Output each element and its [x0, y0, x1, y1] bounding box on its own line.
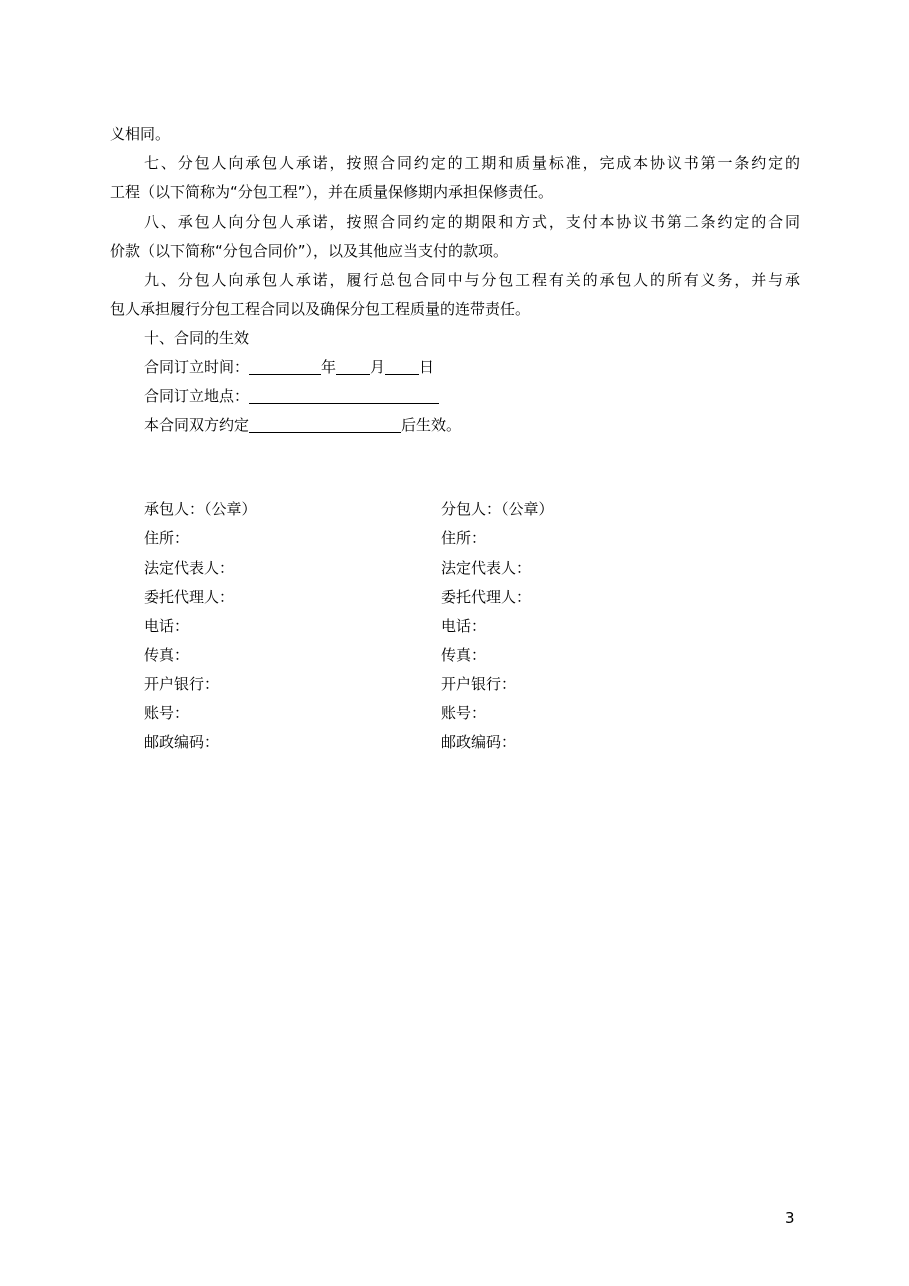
- contractor-legal-rep: 法定代表人：: [144, 559, 235, 577]
- sign-place-label: 合同订立地点：: [144, 387, 250, 405]
- paragraph-10-heading: 十、合同的生效: [144, 329, 250, 347]
- sign-time-label: 合同订立时间：: [144, 358, 250, 376]
- effective-suffix: 后生效。: [401, 416, 462, 434]
- contractor-agent: 委托代理人：: [144, 588, 235, 606]
- paragraph-9-line-1: 九、分包人向承包人承诺，履行总包合同中与分包工程有关的承包人的所有义务，并与承: [144, 271, 800, 289]
- subcontractor-fax: 传真：: [441, 646, 487, 664]
- paragraph-9-line-2: 包人承担履行分包工程合同以及确保分包工程质量的连带责任。: [110, 300, 531, 318]
- effective-condition-blank: [249, 416, 401, 433]
- paragraph-8-line-2: 价款（以下简称“分包合同价”），以及其他应当支付的款项。: [110, 242, 509, 260]
- subcontractor-party: 分包人：（公章）: [441, 500, 554, 518]
- paragraph-prev-tail: 义相同。: [110, 125, 171, 143]
- paragraph-8-line-1: 八、承包人向分包人承诺，按照合同约定的期限和方式，支付本协议书第二条约定的合同: [144, 213, 800, 231]
- sign-place-row: [144, 386, 439, 406]
- contractor-postcode: 邮政编码：: [144, 733, 220, 751]
- page-number: 3: [785, 1209, 795, 1227]
- subcontractor-legal-rep: 法定代表人：: [441, 559, 532, 577]
- subcontractor-account: 账号：: [441, 704, 487, 722]
- effective-row: [144, 415, 461, 435]
- effective-prefix: 本合同双方约定: [144, 416, 250, 434]
- subcontractor-agent: 委托代理人：: [441, 588, 532, 606]
- contractor-bank: 开户银行：: [144, 675, 220, 693]
- contractor-account: 账号：: [144, 704, 190, 722]
- contractor-party: 承包人：（公章）: [144, 500, 257, 518]
- paragraph-7-line-1: 七、分包人向承包人承诺，按照合同约定的工期和质量标准，完成本协议书第一条约定的: [144, 154, 800, 172]
- subcontractor-phone: 电话：: [441, 617, 487, 635]
- sign-year-blank: [249, 358, 321, 375]
- paragraph-7-line-2: 工程（以下简称为“分包工程”），并在质量保修期内承担保修责任。: [110, 183, 554, 201]
- year-label: 年: [321, 358, 337, 376]
- sign-month-blank: [336, 358, 370, 375]
- subcontractor-address: 住所：: [441, 529, 487, 547]
- subcontractor-bank: 开户银行：: [441, 675, 517, 693]
- month-label: 月: [370, 358, 386, 376]
- sign-place-blank: [249, 387, 439, 404]
- contractor-address: 住所：: [144, 529, 190, 547]
- contractor-fax: 传真：: [144, 646, 190, 664]
- day-label: 日: [419, 358, 435, 376]
- contractor-phone: 电话：: [144, 617, 190, 635]
- sign-day-blank: [385, 358, 419, 375]
- subcontractor-postcode: 邮政编码：: [441, 733, 517, 751]
- sign-time-row: [144, 357, 434, 377]
